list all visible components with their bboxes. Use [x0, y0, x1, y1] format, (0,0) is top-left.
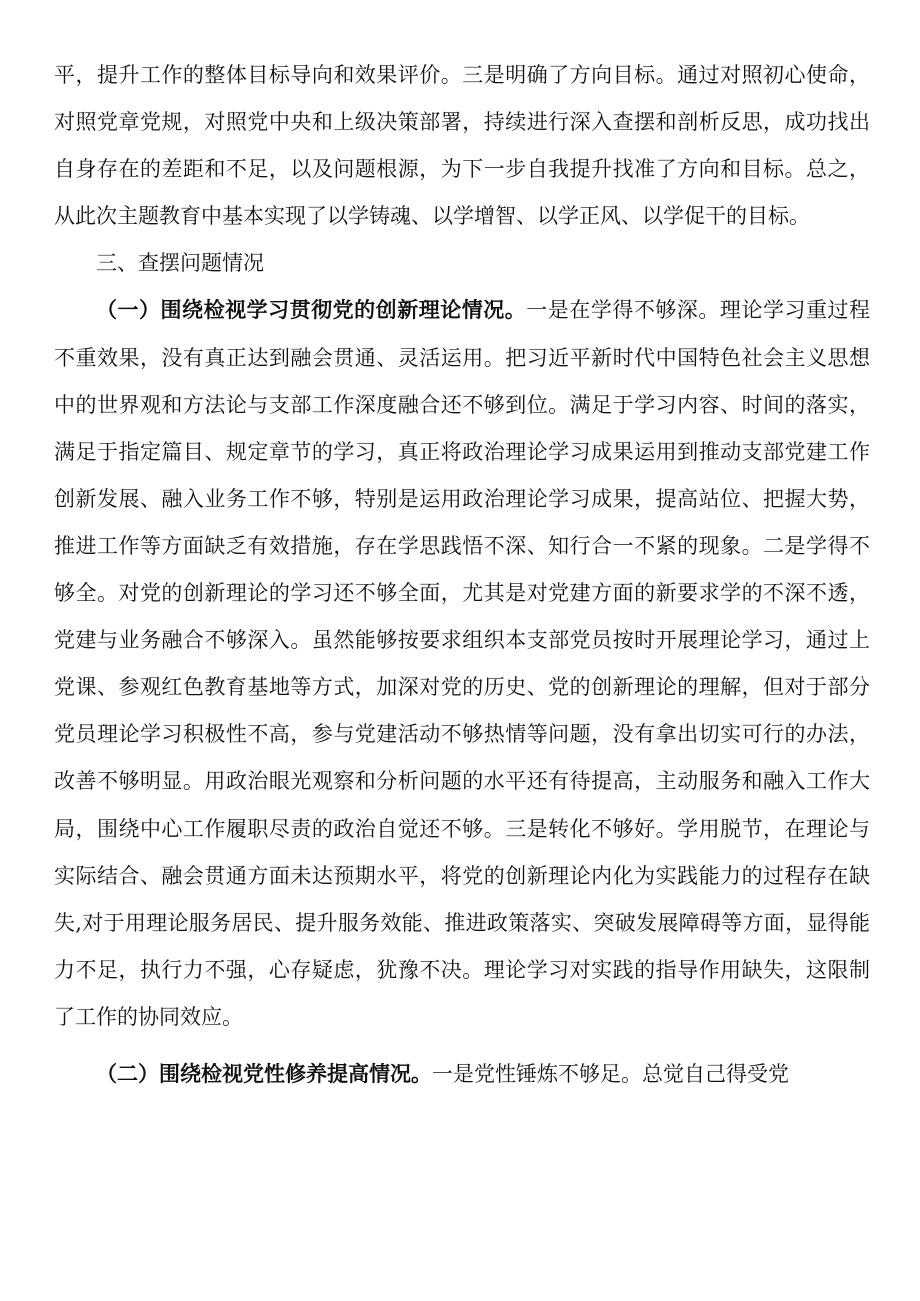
item-1-paragraph	[54, 287, 870, 1041]
intro-paragraph: 平，提升工作的整体目标导向和效果评价。三是明确了方向目标。通过对照初心使命，对照党章党规，对照党中央和上级决策部署，持续进行深入查摆和剖析反思，成功找出自身存在的差距和不足，以及问题根源，为下一步自我提升找准了方向和目标。总之，从此次主题教育中基本实现了以学铸魂、以学增智、以学正风、以学促干的目标。	[54, 63, 870, 229]
item-1-lead: （一）围绕检视学习贯彻党的创新理论情况。	[96, 298, 527, 323]
item-2-paragraph	[54, 1051, 870, 1098]
item-2-lead: （二）围绕检视党性修养提高情况。	[96, 1061, 432, 1086]
item-1-body: 一是在学得不够深。理论学习重过程不重效果，没有真正达到融会贯通、灵活运用。把习近平新时代中国特色社会主义思想中的世界观和方法论与支部工作深度融合还不够到位。满足于学习内容、时间的落实，满足于指定篇目、规定章节的学习，真正将政治理论学习成果运用到推动支部党建工作创新发展、融入业务工作不够，特别是运用政治理论学习成果，提高站位、把握大势，推进工作等方面缺乏有效措施，存在学思践悟不深、知行合一不紧的现象。二是学得不够全。对党的创新理论的学习还不够全面，尤其是对党建方面的新要求学的不深不透，党建与业务融合不够深入。虽然能够按要求组织本支部党员按时开展理论学习，通过上党课、参观红色教育基地等方式，加深对党的历史、党的创新理论的理解，但对于部分党员理论学习积极性不高，参与党建活动不够热情等问题，没有拿出切实可行的办法，改善不够明显。用政治眼光观察和分析问题的水平还有待提高，主动服务和融入工作大局，围绕中心工作履职尽责的政治自觉还不够。三是转化不够好。学用脱节，在理论与实际结合、融会贯通方面未达预期水平，将党的创新理论内化为实践能力的过程存在缺失,对于用理论服务居民、提升服务效能、推进政策落实、突破发展障碍等方面，显得能力不足，执行力不强，心存疑虑，犹豫不决。理论学习对实践的指导作用缺失，这限制了工作的协同效应。	[54, 298, 871, 1029]
item-2-body: 一是党性锤炼不够足。总觉自己得受党	[432, 1061, 789, 1086]
document-body	[54, 52, 870, 1098]
section-heading: 三、查摆问题情况	[96, 251, 264, 276]
